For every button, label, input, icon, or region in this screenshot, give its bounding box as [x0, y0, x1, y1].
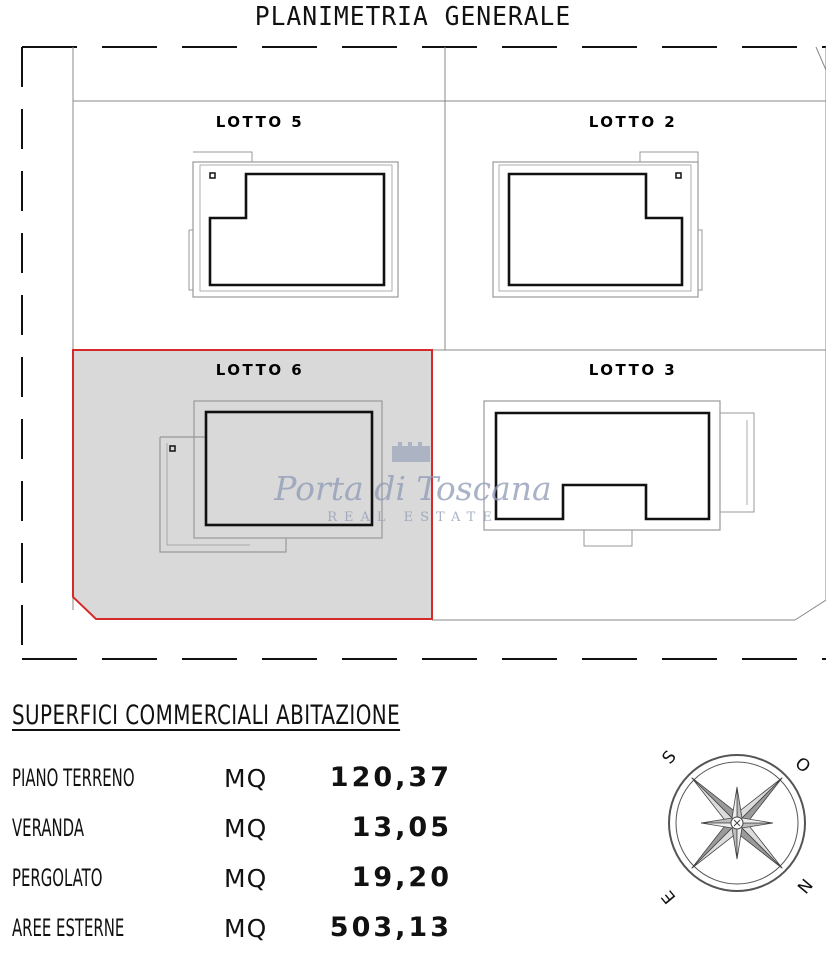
- surface-row: [12, 760, 492, 800]
- surface-value: 120,37: [329, 762, 452, 793]
- surface-value: 19,20: [351, 862, 452, 893]
- compass-label-s: S: [658, 747, 681, 769]
- watermark-brand: Porta di Toscana: [274, 469, 552, 508]
- surface-label: PIANO TERRENO: [12, 764, 135, 792]
- lot-2-house: [493, 152, 702, 297]
- surface-unit: MQ: [224, 764, 268, 793]
- surface-label: PERGOLATO: [12, 864, 103, 892]
- compass-label-e: E: [658, 886, 681, 908]
- compass-label-o: O: [790, 753, 814, 778]
- surface-row: [12, 910, 492, 950]
- surface-value: 503,13: [329, 912, 452, 943]
- plan-title: PLANIMETRIA GENERALE: [254, 2, 572, 32]
- surfaces-title: SUPERFICI COMMERCIALI ABITAZIONE: [12, 700, 401, 731]
- lot-5-label: LOTTO 5: [215, 113, 305, 131]
- lot-2-label: LOTTO 2: [588, 113, 678, 131]
- surface-unit: MQ: [224, 864, 268, 893]
- surface-label: VERANDA: [12, 814, 85, 842]
- lot-5-house: [189, 152, 398, 297]
- watermark-tagline: REAL ESTATE: [327, 510, 499, 525]
- surface-unit: MQ: [224, 814, 268, 843]
- surface-row: [12, 810, 492, 850]
- surface-value: 13,05: [351, 812, 452, 843]
- lot-6-label: LOTTO 6: [215, 361, 305, 379]
- surface-unit: MQ: [224, 914, 268, 943]
- compass-label-n: N: [792, 874, 816, 897]
- surface-row: [12, 860, 492, 900]
- lot-3-label: LOTTO 3: [588, 361, 678, 379]
- surface-label: AREE ESTERNE: [12, 914, 125, 942]
- compass-rose-icon: [650, 735, 826, 911]
